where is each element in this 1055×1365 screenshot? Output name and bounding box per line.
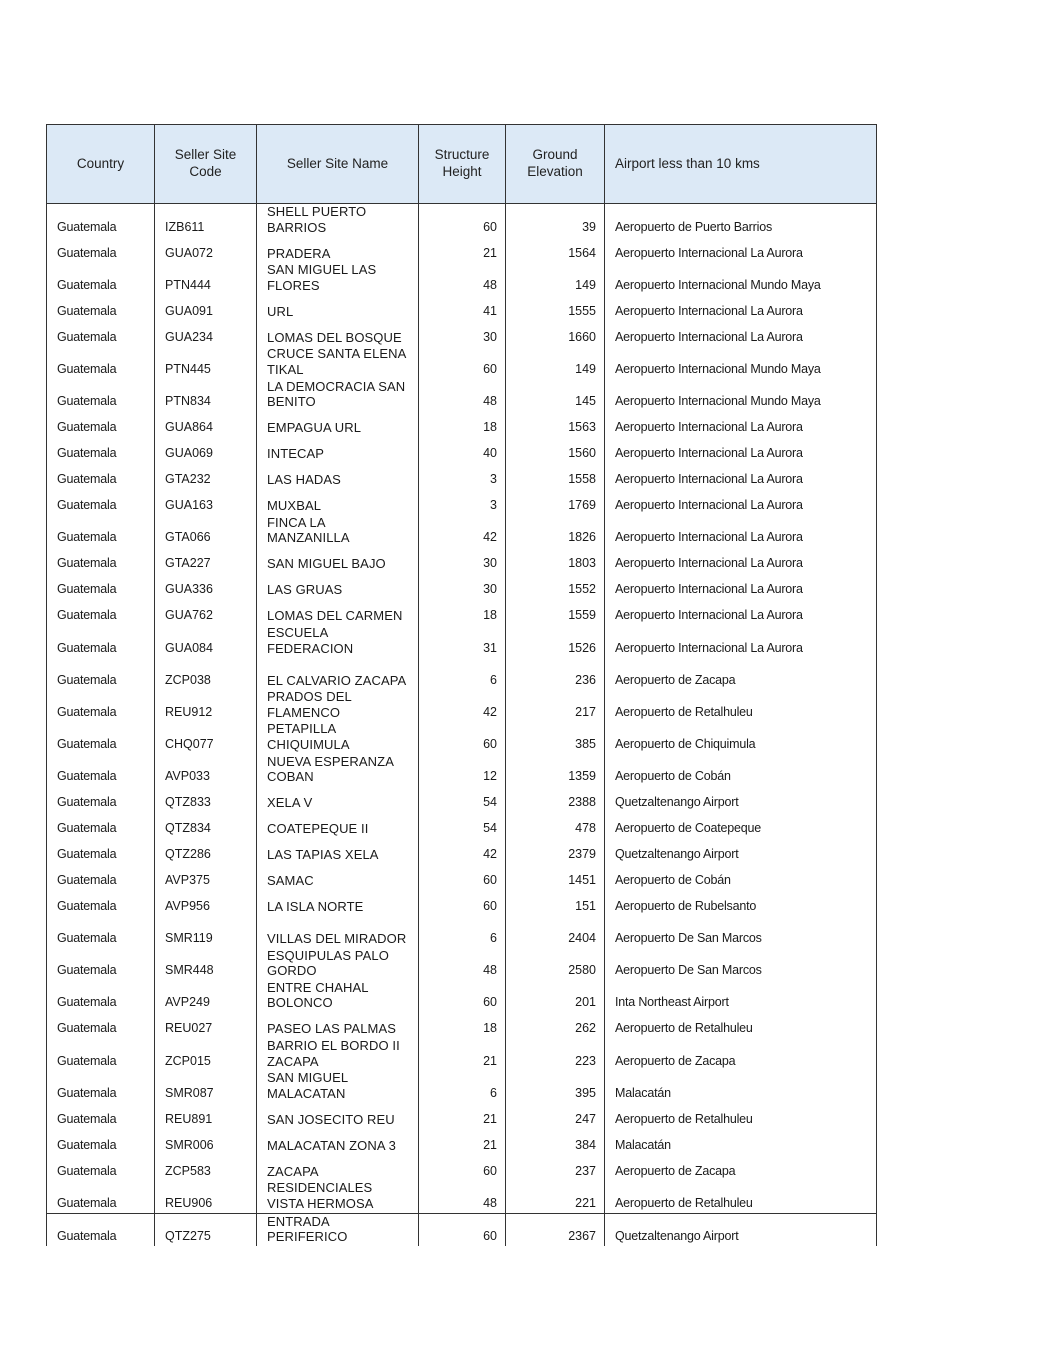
cell-structure-height: 48 (419, 1180, 506, 1213)
cell-site-name: LOMAS DEL BOSQUE (257, 320, 419, 346)
table-row (47, 948, 877, 980)
cell-site-name: FINCA LA MANZANILLA (257, 515, 419, 547)
cell-airport: Quetzaltenango Airport (605, 1213, 877, 1246)
cell-ground-elevation: 1564 (506, 236, 605, 262)
cell-site-code: ZCP015 (155, 1038, 257, 1070)
cell-airport: Malacatán (605, 1070, 877, 1102)
cell-site-code: GUA072 (155, 236, 257, 262)
cell-country: Guatemala (47, 980, 155, 1012)
cell-structure-height: 21 (419, 236, 506, 262)
cell-site-name: SAN JOSECITO REU (257, 1102, 419, 1128)
table-row (47, 1180, 877, 1213)
table-row (47, 1128, 877, 1154)
table-row (47, 1213, 877, 1246)
cell-structure-height: 3 (419, 463, 506, 489)
cell-ground-elevation: 236 (506, 657, 605, 689)
cell-country: Guatemala (47, 599, 155, 625)
cell-site-name: LA ISLA NORTE (257, 890, 419, 916)
cell-country: Guatemala (47, 437, 155, 463)
cell-site-name: CRUCE SANTA ELENA TIKAL (257, 346, 419, 378)
cell-airport: Aeropuerto Internacional La Aurora (605, 599, 877, 625)
cell-site-code: REU906 (155, 1180, 257, 1213)
cell-site-code: PTN445 (155, 346, 257, 378)
cell-ground-elevation: 1826 (506, 515, 605, 547)
cell-structure-height: 31 (419, 625, 506, 657)
cell-site-code: SMR006 (155, 1128, 257, 1154)
cell-country: Guatemala (47, 411, 155, 437)
cell-site-name: PASEO LAS PALMAS (257, 1012, 419, 1038)
cell-country: Guatemala (47, 864, 155, 890)
cell-site-code: PTN834 (155, 379, 257, 411)
cell-ground-elevation: 1563 (506, 411, 605, 437)
cell-ground-elevation: 395 (506, 1070, 605, 1102)
cell-airport: Aeropuerto De San Marcos (605, 916, 877, 948)
cell-country: Guatemala (47, 786, 155, 812)
cell-ground-elevation: 1769 (506, 489, 605, 515)
cell-ground-elevation: 217 (506, 689, 605, 721)
cell-structure-height: 54 (419, 812, 506, 838)
cell-country: Guatemala (47, 294, 155, 320)
cell-country: Guatemala (47, 916, 155, 948)
cell-site-name: ESCUELA FEDERACION (257, 625, 419, 657)
cell-site-code: GUA864 (155, 411, 257, 437)
table-row (47, 1070, 877, 1102)
cell-site-name: XELA V (257, 786, 419, 812)
table-row (47, 890, 877, 916)
cell-country: Guatemala (47, 262, 155, 294)
cell-site-name: COATEPEQUE II (257, 812, 419, 838)
cell-ground-elevation: 2379 (506, 838, 605, 864)
cell-site-code: CHQ077 (155, 721, 257, 753)
table-row (47, 294, 877, 320)
cell-structure-height: 30 (419, 573, 506, 599)
cell-country: Guatemala (47, 948, 155, 980)
cell-site-name: VILLAS DEL MIRADOR (257, 916, 419, 948)
cell-country: Guatemala (47, 838, 155, 864)
table-row (47, 864, 877, 890)
cell-ground-elevation: 1803 (506, 547, 605, 573)
cell-site-name: NUEVA ESPERANZA COBAN (257, 754, 419, 786)
cell-country: Guatemala (47, 1154, 155, 1180)
cell-structure-height: 6 (419, 657, 506, 689)
table-row (47, 236, 877, 262)
table-body (47, 204, 877, 1246)
cell-airport: Quetzaltenango Airport (605, 838, 877, 864)
cell-airport: Aeropuerto de Chiquimula (605, 721, 877, 753)
header-ground-elevation: Ground Elevation (506, 125, 605, 204)
header-row (47, 125, 877, 204)
table-row (47, 573, 877, 599)
cell-structure-height: 12 (419, 754, 506, 786)
cell-country: Guatemala (47, 1180, 155, 1213)
cell-ground-elevation: 1359 (506, 754, 605, 786)
table-row (47, 379, 877, 411)
cell-site-name: ENTRE CHAHAL BOLONCO (257, 980, 419, 1012)
cell-site-name: LAS GRUAS (257, 573, 419, 599)
spreadsheet-page (46, 124, 876, 1246)
cell-site-name: LOMAS DEL CARMEN (257, 599, 419, 625)
cell-site-name: PRADERA (257, 236, 419, 262)
cell-site-code: QTZ834 (155, 812, 257, 838)
cell-country: Guatemala (47, 812, 155, 838)
cell-ground-elevation: 384 (506, 1128, 605, 1154)
cell-airport: Aeropuerto de Retalhuleu (605, 1012, 877, 1038)
cell-structure-height: 21 (419, 1038, 506, 1070)
cell-country: Guatemala (47, 1038, 155, 1070)
cell-structure-height: 41 (419, 294, 506, 320)
cell-airport: Aeropuerto Internacional La Aurora (605, 463, 877, 489)
cell-site-name: PETAPILLA CHIQUIMULA (257, 721, 419, 753)
cell-structure-height: 48 (419, 948, 506, 980)
cell-structure-height: 48 (419, 262, 506, 294)
cell-country: Guatemala (47, 890, 155, 916)
cell-ground-elevation: 262 (506, 1012, 605, 1038)
table-row (47, 262, 877, 294)
table-row (47, 916, 877, 948)
cell-airport: Aeropuerto Internacional La Aurora (605, 547, 877, 573)
cell-structure-height: 18 (419, 599, 506, 625)
cell-ground-elevation: 223 (506, 1038, 605, 1070)
cell-structure-height: 60 (419, 721, 506, 753)
cell-site-code: GUA069 (155, 437, 257, 463)
cell-airport: Aeropuerto de Retalhuleu (605, 1102, 877, 1128)
cell-airport: Aeropuerto Internacional Mundo Maya (605, 346, 877, 378)
cell-airport: Aeropuerto Internacional La Aurora (605, 320, 877, 346)
table-row (47, 515, 877, 547)
cell-airport: Aeropuerto Internacional La Aurora (605, 437, 877, 463)
cell-structure-height: 54 (419, 786, 506, 812)
cell-site-name: ESQUIPULAS PALO GORDO (257, 948, 419, 980)
cell-structure-height: 3 (419, 489, 506, 515)
cell-structure-height: 18 (419, 1012, 506, 1038)
sites-table (46, 124, 877, 1246)
cell-airport: Aeropuerto Internacional La Aurora (605, 489, 877, 515)
cell-site-code: GUA091 (155, 294, 257, 320)
cell-site-code: SMR448 (155, 948, 257, 980)
cell-site-code: REU027 (155, 1012, 257, 1038)
cell-ground-elevation: 478 (506, 812, 605, 838)
cell-ground-elevation: 1451 (506, 864, 605, 890)
cell-structure-height: 30 (419, 547, 506, 573)
table-row (47, 1012, 877, 1038)
header-airport: Airport less than 10 kms (605, 125, 877, 204)
cell-structure-height: 42 (419, 689, 506, 721)
header-seller-site-code: Seller Site Code (155, 125, 257, 204)
cell-structure-height: 42 (419, 515, 506, 547)
cell-site-code: AVP956 (155, 890, 257, 916)
cell-airport: Inta Northeast Airport (605, 980, 877, 1012)
cell-airport: Aeropuerto Internacional La Aurora (605, 573, 877, 599)
cell-site-name: RESIDENCIALES VISTA HERMOSA (257, 1180, 419, 1213)
cell-structure-height: 6 (419, 916, 506, 948)
cell-site-code: GTA232 (155, 463, 257, 489)
cell-site-name: LAS HADAS (257, 463, 419, 489)
cell-country: Guatemala (47, 1213, 155, 1246)
cell-site-code: GUA762 (155, 599, 257, 625)
table-row (47, 1038, 877, 1070)
table-row (47, 1154, 877, 1180)
cell-airport: Aeropuerto Internacional La Aurora (605, 411, 877, 437)
cell-structure-height: 60 (419, 980, 506, 1012)
cell-site-code: SMR119 (155, 916, 257, 948)
cell-ground-elevation: 2404 (506, 916, 605, 948)
cell-site-code: GTA227 (155, 547, 257, 573)
cell-ground-elevation: 149 (506, 262, 605, 294)
cell-site-code: GUA234 (155, 320, 257, 346)
cell-structure-height: 30 (419, 320, 506, 346)
cell-country: Guatemala (47, 721, 155, 753)
cell-site-name: ZACAPA (257, 1154, 419, 1180)
cell-site-name: BARRIO EL BORDO II ZACAPA (257, 1038, 419, 1070)
cell-ground-elevation: 385 (506, 721, 605, 753)
cell-site-code: PTN444 (155, 262, 257, 294)
cell-site-code: SMR087 (155, 1070, 257, 1102)
cell-ground-elevation: 221 (506, 1180, 605, 1213)
cell-site-code: REU912 (155, 689, 257, 721)
cell-country: Guatemala (47, 204, 155, 237)
cell-site-name: EL CALVARIO ZACAPA (257, 657, 419, 689)
cell-country: Guatemala (47, 236, 155, 262)
cell-site-code: ZCP038 (155, 657, 257, 689)
cell-country: Guatemala (47, 657, 155, 689)
table-row (47, 599, 877, 625)
cell-airport: Aeropuerto Internacional La Aurora (605, 236, 877, 262)
cell-airport: Aeropuerto Internacional Mundo Maya (605, 379, 877, 411)
cell-site-code: QTZ275 (155, 1213, 257, 1246)
cell-structure-height: 21 (419, 1128, 506, 1154)
header-country: Country (47, 125, 155, 204)
cell-site-code: AVP375 (155, 864, 257, 890)
table-row (47, 204, 877, 237)
table-header (47, 125, 877, 204)
cell-site-name: SAMAC (257, 864, 419, 890)
cell-site-code: QTZ833 (155, 786, 257, 812)
cell-site-name: SAN MIGUEL BAJO (257, 547, 419, 573)
cell-airport: Aeropuerto De San Marcos (605, 948, 877, 980)
cell-ground-elevation: 1552 (506, 573, 605, 599)
table-row (47, 721, 877, 753)
cell-site-code: ZCP583 (155, 1154, 257, 1180)
cell-country: Guatemala (47, 547, 155, 573)
cell-ground-elevation: 247 (506, 1102, 605, 1128)
table-row (47, 689, 877, 721)
cell-country: Guatemala (47, 1128, 155, 1154)
cell-site-name: INTECAP (257, 437, 419, 463)
cell-site-name: MUXBAL (257, 489, 419, 515)
cell-site-code: GTA066 (155, 515, 257, 547)
cell-ground-elevation: 1555 (506, 294, 605, 320)
cell-ground-elevation: 1558 (506, 463, 605, 489)
table-row (47, 320, 877, 346)
cell-country: Guatemala (47, 379, 155, 411)
cell-structure-height: 18 (419, 411, 506, 437)
cell-airport: Aeropuerto de Zacapa (605, 1154, 877, 1180)
cell-country: Guatemala (47, 515, 155, 547)
cell-airport: Malacatán (605, 1128, 877, 1154)
cell-structure-height: 42 (419, 838, 506, 864)
cell-site-name: SHELL PUERTO BARRIOS (257, 204, 419, 237)
cell-ground-elevation: 2367 (506, 1213, 605, 1246)
cell-country: Guatemala (47, 346, 155, 378)
table-row (47, 625, 877, 657)
cell-site-name: URL (257, 294, 419, 320)
cell-airport: Aeropuerto de Rubelsanto (605, 890, 877, 916)
table-row (47, 786, 877, 812)
cell-site-code: GUA336 (155, 573, 257, 599)
cell-structure-height: 40 (419, 437, 506, 463)
table-row (47, 980, 877, 1012)
cell-site-code: AVP249 (155, 980, 257, 1012)
table-row (47, 411, 877, 437)
cell-airport: Quetzaltenango Airport (605, 786, 877, 812)
cell-ground-elevation: 1660 (506, 320, 605, 346)
cell-airport: Aeropuerto Internacional La Aurora (605, 294, 877, 320)
cell-site-code: AVP033 (155, 754, 257, 786)
table-row (47, 657, 877, 689)
cell-site-code: IZB611 (155, 204, 257, 237)
table-row (47, 547, 877, 573)
cell-site-name: PRADOS DEL FLAMENCO (257, 689, 419, 721)
cell-site-name: EMPAGUA URL (257, 411, 419, 437)
cell-airport: Aeropuerto Internacional La Aurora (605, 515, 877, 547)
cell-ground-elevation: 2580 (506, 948, 605, 980)
cell-airport: Aeropuerto de Zacapa (605, 657, 877, 689)
cell-country: Guatemala (47, 754, 155, 786)
cell-country: Guatemala (47, 625, 155, 657)
cell-country: Guatemala (47, 489, 155, 515)
cell-country: Guatemala (47, 320, 155, 346)
cell-structure-height: 60 (419, 1154, 506, 1180)
cell-site-name: LAS TAPIAS XELA (257, 838, 419, 864)
cell-site-code: QTZ286 (155, 838, 257, 864)
cell-airport: Aeropuerto de Cobán (605, 754, 877, 786)
cell-country: Guatemala (47, 463, 155, 489)
cell-site-name: MALACATAN ZONA 3 (257, 1128, 419, 1154)
cell-airport: Aeropuerto de Coatepeque (605, 812, 877, 838)
cell-ground-elevation: 1559 (506, 599, 605, 625)
table-row (47, 1102, 877, 1128)
cell-airport: Aeropuerto de Retalhuleu (605, 689, 877, 721)
cell-site-name: LA DEMOCRACIA SAN BENITO (257, 379, 419, 411)
cell-structure-height: 6 (419, 1070, 506, 1102)
cell-structure-height: 48 (419, 379, 506, 411)
table-row (47, 489, 877, 515)
cell-site-name: ENTRADA PERIFERICO (257, 1213, 419, 1246)
cell-airport: Aeropuerto de Puerto Barrios (605, 204, 877, 237)
cell-site-code: GUA163 (155, 489, 257, 515)
header-structure-height: Structure Height (419, 125, 506, 204)
cell-structure-height: 60 (419, 1213, 506, 1246)
cell-country: Guatemala (47, 1012, 155, 1038)
cell-ground-elevation: 201 (506, 980, 605, 1012)
cell-airport: Aeropuerto de Zacapa (605, 1038, 877, 1070)
cell-ground-elevation: 237 (506, 1154, 605, 1180)
cell-country: Guatemala (47, 573, 155, 599)
cell-country: Guatemala (47, 689, 155, 721)
cell-ground-elevation: 2388 (506, 786, 605, 812)
table-row (47, 463, 877, 489)
header-seller-site-name: Seller Site Name (257, 125, 419, 204)
table-row (47, 838, 877, 864)
cell-country: Guatemala (47, 1070, 155, 1102)
cell-airport: Aeropuerto Internacional Mundo Maya (605, 262, 877, 294)
cell-ground-elevation: 39 (506, 204, 605, 237)
table-row (47, 754, 877, 786)
cell-site-code: GUA084 (155, 625, 257, 657)
cell-structure-height: 60 (419, 204, 506, 237)
cell-country: Guatemala (47, 1102, 155, 1128)
cell-airport: Aeropuerto Internacional La Aurora (605, 625, 877, 657)
table-row (47, 437, 877, 463)
cell-ground-elevation: 151 (506, 890, 605, 916)
cell-site-name: SAN MIGUEL LAS FLORES (257, 262, 419, 294)
cell-structure-height: 21 (419, 1102, 506, 1128)
cell-ground-elevation: 145 (506, 379, 605, 411)
table-row (47, 812, 877, 838)
table-row (47, 346, 877, 378)
cell-ground-elevation: 149 (506, 346, 605, 378)
cell-airport: Aeropuerto de Cobán (605, 864, 877, 890)
cell-site-name: SAN MIGUEL MALACATAN (257, 1070, 419, 1102)
cell-ground-elevation: 1560 (506, 437, 605, 463)
cell-structure-height: 60 (419, 346, 506, 378)
cell-airport: Aeropuerto de Retalhuleu (605, 1180, 877, 1213)
cell-structure-height: 60 (419, 864, 506, 890)
cell-ground-elevation: 1526 (506, 625, 605, 657)
cell-site-code: REU891 (155, 1102, 257, 1128)
cell-structure-height: 60 (419, 890, 506, 916)
